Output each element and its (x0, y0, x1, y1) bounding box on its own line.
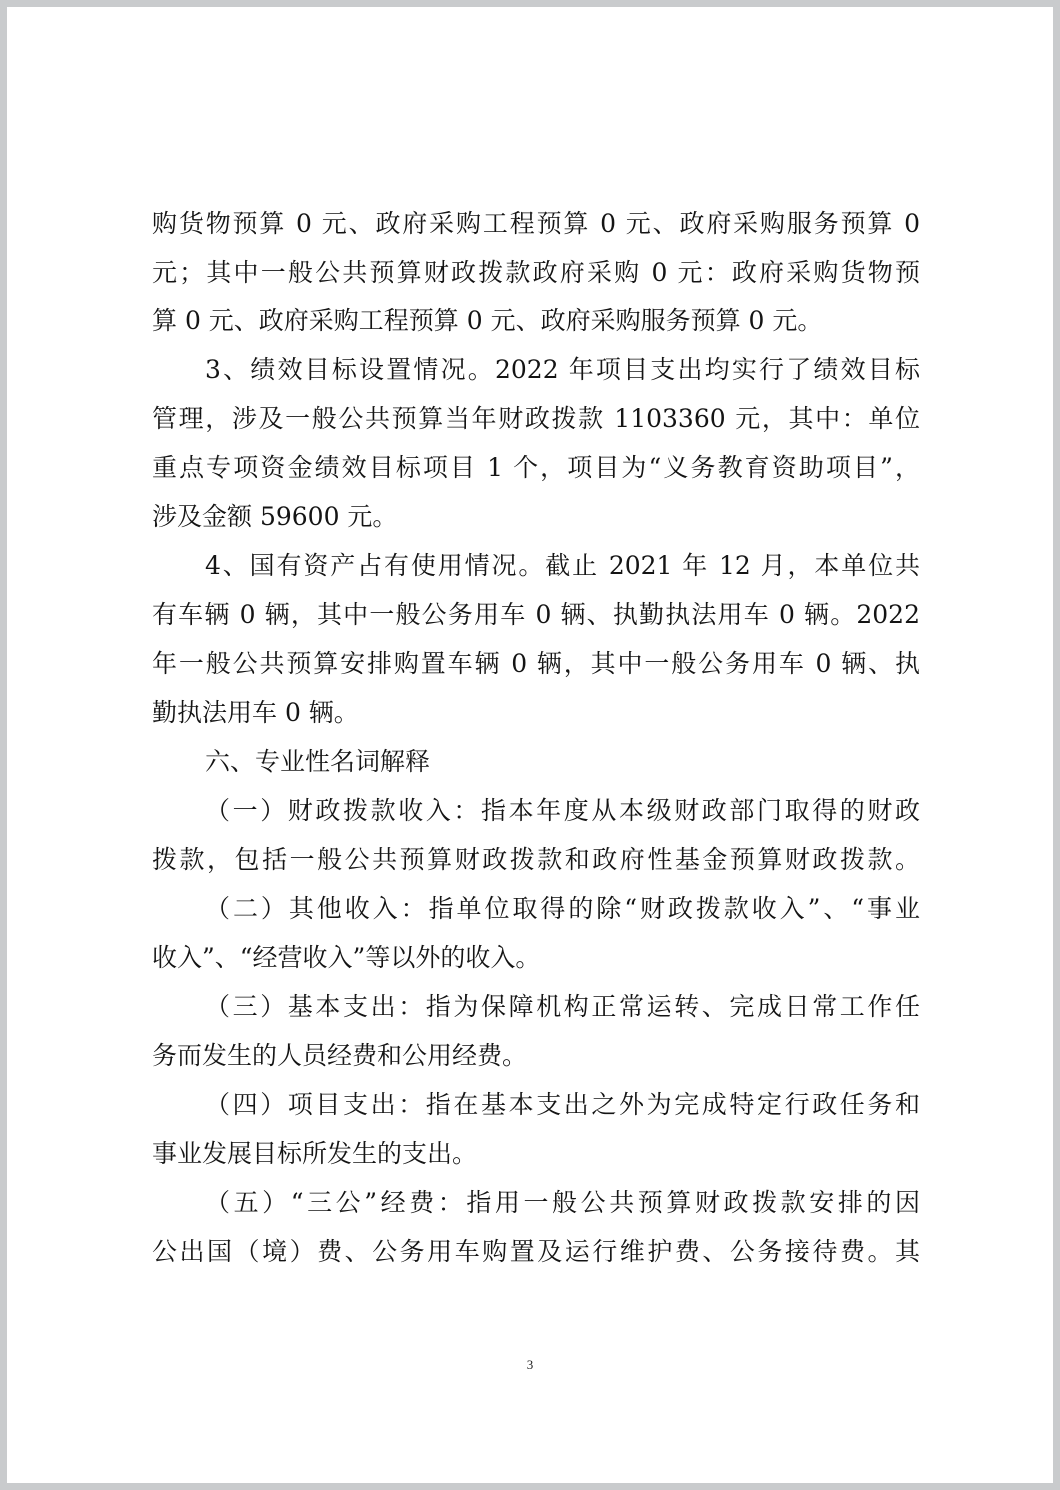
page-number: 3 (526, 1357, 534, 1372)
body-text-line: 收入”、“经营收入”等以外的收入。 (152, 943, 541, 972)
body-text-line: 拨款，包括一般公共预算财政拨款和政府性基金预算财政拨款。 (152, 845, 920, 874)
body-text-line: 有车辆 0 辆，其中一般公务用车 0 辆、执勤执法用车 0 辆。2022 (152, 600, 920, 629)
body-text-line: 管理，涉及一般公共预算当年财政拨款 1103360 元，其中：单位 (152, 404, 920, 433)
body-text-line: 4、国有资产占有使用情况。截止 2021 年 12 月，本单位共 (205, 551, 920, 580)
body-text-line: 涉及金额 59600 元。 (152, 502, 398, 531)
body-text-line: 事业发展目标所发生的支出。 (152, 1139, 478, 1168)
body-text-line: （一）财政拨款收入：指本年度从本级财政部门取得的财政 (205, 796, 920, 825)
body-text-line: 公出国（境）费、公务用车购置及运行维护费、公务接待费。其 (152, 1237, 920, 1266)
body-text-line: （四）项目支出：指在基本支出之外为完成特定行政任务和 (205, 1090, 920, 1119)
body-text-line: 元；其中一般公共预算财政拨款政府采购 0 元：政府采购货物预 (152, 258, 920, 287)
body-text-line: 重点专项资金绩效目标项目 1 个，项目为“义务教育资助项目”， (152, 453, 920, 482)
body-text-line: 勤执法用车 0 辆。 (152, 698, 359, 727)
body-text-line: 算 0 元、政府采购工程预算 0 元、政府采购服务预算 0 元。 (152, 306, 823, 335)
body-text-line: （五）“三公”经费：指用一般公共预算财政拨款安排的因 (205, 1188, 920, 1217)
body-text-line: 3、绩效目标设置情况。2022 年项目支出均实行了绩效目标 (205, 355, 920, 384)
body-text-line: 务而发生的人员经费和公用经费。 (152, 1041, 528, 1070)
section-heading: 六、专业性名词解释 (205, 747, 431, 776)
body-text-line: （三）基本支出：指为保障机构正常运转、完成日常工作任 (205, 992, 920, 1021)
body-text-line: 年一般公共预算安排购置车辆 0 辆，其中一般公务用车 0 辆、执 (152, 649, 920, 678)
body-text-line: （二）其他收入：指单位取得的除“财政拨款收入”、“事业 (205, 894, 920, 923)
body-text-line: 购货物预算 0 元、政府采购工程预算 0 元、政府采购服务预算 0 (152, 209, 920, 238)
